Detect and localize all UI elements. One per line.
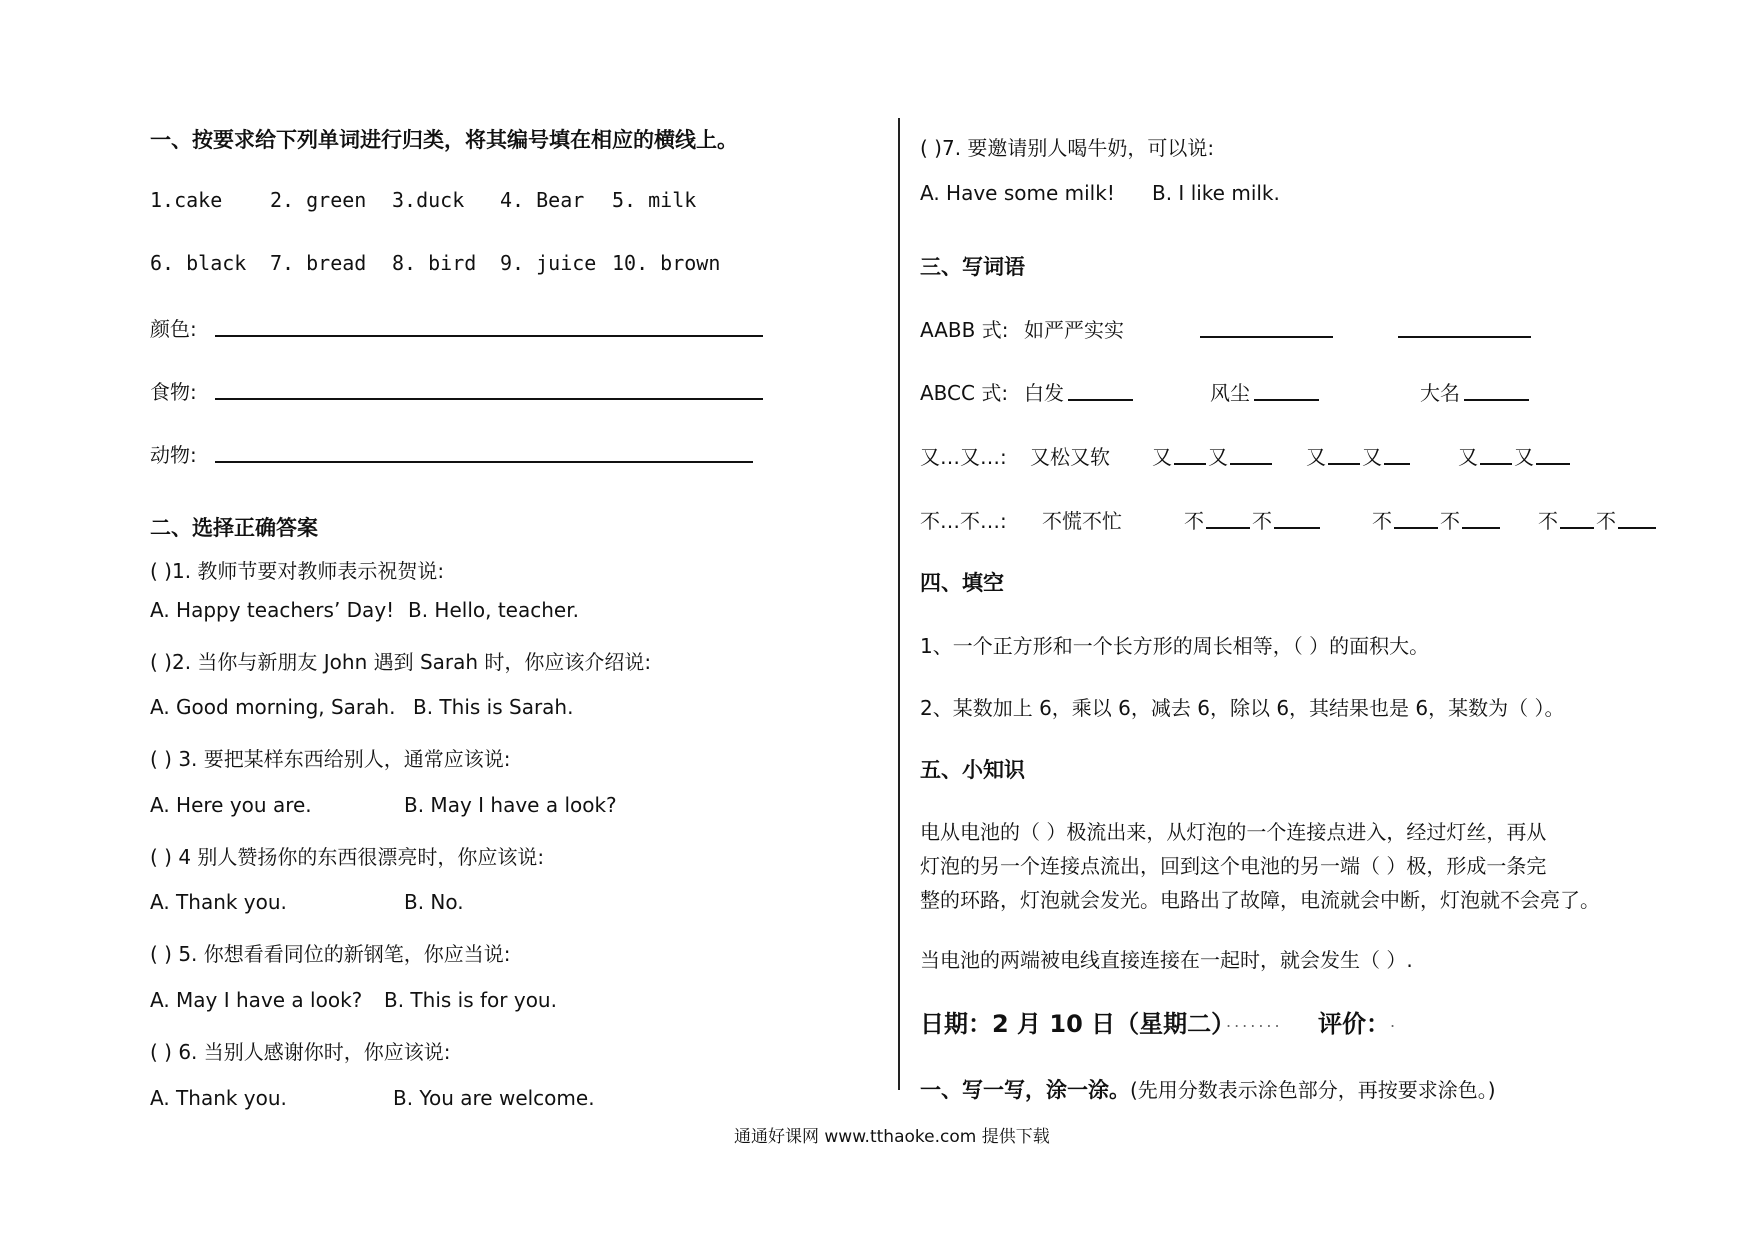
aabb-blank-1[interactable] xyxy=(1200,336,1333,338)
section-3-heading: 三、写词语 xyxy=(920,255,1025,279)
bu-blank-2a[interactable] xyxy=(1394,527,1438,529)
question-7-option-b: B. I like milk. xyxy=(1152,181,1280,205)
date-text: 日期：2 月 10 日（星期二） xyxy=(920,1010,1236,1038)
next-section-heading-bold: 一、写一写，涂一涂。 xyxy=(920,1078,1130,1102)
bu-char-3b: 不 xyxy=(1596,509,1616,533)
next-section-heading-note: (先用分数表示涂色部分，再按要求涂色。) xyxy=(1130,1078,1496,1102)
question-6-option-a: A. Thank you. xyxy=(150,1086,287,1110)
bu-char-1b: 不 xyxy=(1252,509,1272,533)
question-1-option-b: B. Hello, teacher. xyxy=(408,598,579,622)
abcc-item-1: 白发 xyxy=(1024,381,1064,405)
bu-bu-label: 不…不…: xyxy=(920,509,1007,533)
you-char-3a: 又 xyxy=(1458,445,1478,469)
knowledge-line-2: 灯泡的另一个连接点流出，回到这个电池的另一端（ ）极，形成一条完 xyxy=(920,854,1547,878)
bu-bu-example: 不慌不忙 xyxy=(1042,509,1122,533)
question-5: ( ) 5. 你想看看同位的新钢笔，你应当说: xyxy=(150,942,511,966)
aabb-label: AABB 式: xyxy=(920,318,1009,342)
word-8: 8. bird xyxy=(392,251,477,275)
you-you-label: 又…又…: xyxy=(920,445,1007,469)
question-2: ( )2. 当你与新朋友 John 遇到 Sarah 时，你应该介绍说: xyxy=(150,650,652,674)
fill-question-2: 2、某数加上 6，乘以 6，减去 6，除以 6，其结果也是 6，某数为（ ）。 xyxy=(920,696,1565,720)
question-5-option-a: A. May I have a look? xyxy=(150,988,363,1012)
section-2-heading: 二、选择正确答案 xyxy=(150,516,318,540)
section-4-heading: 四、填空 xyxy=(920,571,1004,595)
question-6: ( ) 6. 当别人感谢你时，你应该说: xyxy=(150,1040,451,1064)
abcc-label: ABCC 式: xyxy=(920,381,1009,405)
abcc-item-3: 大名 xyxy=(1420,381,1460,405)
question-1-option-a: A. Happy teachers’ Day! xyxy=(150,598,395,622)
question-4-option-a: A. Thank you. xyxy=(150,890,287,914)
abcc-item-2: 风尘 xyxy=(1210,381,1250,405)
bu-blank-1a[interactable] xyxy=(1206,527,1250,529)
word-10: 10. brown xyxy=(612,251,721,275)
word-2: 2. green xyxy=(270,188,367,212)
you-blank-3b[interactable] xyxy=(1536,463,1570,465)
you-char-1b: 又 xyxy=(1208,445,1228,469)
section-1-heading: 一、按要求给下列单词进行归类，将其编号填在相应的横线上。 xyxy=(150,128,738,152)
knowledge-line-1: 电从电池的（ ）极流出来，从灯泡的一个连接点进入，经过灯丝，再从 xyxy=(920,820,1547,844)
fill-question-1: 1、一个正方形和一个长方形的周长相等，（ ）的面积大。 xyxy=(920,634,1430,658)
question-4-option-b: B. No. xyxy=(404,890,464,914)
knowledge-line-3: 整的环路，灯泡就会发光。电路出了故障，电流就会中断，灯泡就不会亮了。 xyxy=(920,888,1600,912)
bu-char-3a: 不 xyxy=(1538,509,1558,533)
you-char-2a: 又 xyxy=(1306,445,1326,469)
you-char-2b: 又 xyxy=(1362,445,1382,469)
evaluation-dot: . xyxy=(1390,1012,1399,1031)
category-animal-label: 动物: xyxy=(150,443,197,467)
question-7: ( )7. 要邀请别人喝牛奶，可以说: xyxy=(920,136,1215,160)
question-6-option-b: B. You are welcome. xyxy=(393,1086,595,1110)
word-1: 1.cake xyxy=(150,188,223,212)
abcc-blank-2[interactable] xyxy=(1254,399,1319,401)
date-dots: ....... xyxy=(1226,1012,1283,1031)
question-4: ( ) 4 别人赞扬你的东西很漂亮时，你应该说: xyxy=(150,845,545,869)
question-1: ( )1. 教师节要对教师表示祝贺说: xyxy=(150,559,445,583)
you-blank-1a[interactable] xyxy=(1174,463,1206,465)
bu-char-2a: 不 xyxy=(1372,509,1392,533)
bu-blank-2b[interactable] xyxy=(1462,527,1500,529)
bu-blank-1b[interactable] xyxy=(1274,527,1320,529)
category-color-answer-line[interactable] xyxy=(215,335,763,337)
bu-char-2b: 不 xyxy=(1440,509,1460,533)
aabb-example: 如严严实实 xyxy=(1024,318,1124,342)
question-2-option-b: B. This is Sarah. xyxy=(413,695,574,719)
aabb-blank-2[interactable] xyxy=(1398,336,1531,338)
category-color-label: 颜色: xyxy=(150,317,197,341)
footer-download-note: 通通好课网 www.tthaoke.com 提供下载 xyxy=(734,1127,1050,1147)
question-7-option-a: A. Have some milk! xyxy=(920,181,1115,205)
knowledge-line-4: 当电池的两端被电线直接连接在一起时，就会发生（ ）. xyxy=(920,948,1413,972)
question-3-option-a: A. Here you are. xyxy=(150,793,312,817)
bu-blank-3b[interactable] xyxy=(1618,527,1656,529)
word-5: 5. milk xyxy=(612,188,697,212)
you-char-1a: 又 xyxy=(1152,445,1172,469)
question-5-option-b: B. This is for you. xyxy=(384,988,557,1012)
word-9: 9. juice xyxy=(500,251,597,275)
bu-char-1a: 不 xyxy=(1184,509,1204,533)
you-you-example: 又松又软 xyxy=(1030,445,1110,469)
abcc-blank-3[interactable] xyxy=(1464,399,1529,401)
bu-blank-3a[interactable] xyxy=(1560,527,1594,529)
you-blank-2a[interactable] xyxy=(1328,463,1360,465)
you-blank-2b[interactable] xyxy=(1384,463,1410,465)
word-7: 7. bread xyxy=(270,251,367,275)
question-2-option-a: A. Good morning, Sarah. xyxy=(150,695,396,719)
word-3: 3.duck xyxy=(392,188,465,212)
word-4: 4. Bear xyxy=(500,188,585,212)
abcc-blank-1[interactable] xyxy=(1068,399,1133,401)
you-blank-1b[interactable] xyxy=(1230,463,1272,465)
next-section-heading xyxy=(920,1074,1496,1104)
you-char-3b: 又 xyxy=(1514,445,1534,469)
question-3-option-b: B. May I have a look? xyxy=(404,793,617,817)
category-animal-answer-line[interactable] xyxy=(215,461,753,463)
question-3: ( ) 3. 要把某样东西给别人，通常应该说: xyxy=(150,747,511,771)
evaluation-label: 评价： xyxy=(1318,1010,1390,1038)
category-food-label: 食物: xyxy=(150,380,197,404)
category-food-answer-line[interactable] xyxy=(215,398,763,400)
column-divider xyxy=(898,118,900,1090)
word-6: 6. black xyxy=(150,251,247,275)
you-blank-3a[interactable] xyxy=(1480,463,1512,465)
section-5-heading: 五、小知识 xyxy=(920,758,1025,782)
